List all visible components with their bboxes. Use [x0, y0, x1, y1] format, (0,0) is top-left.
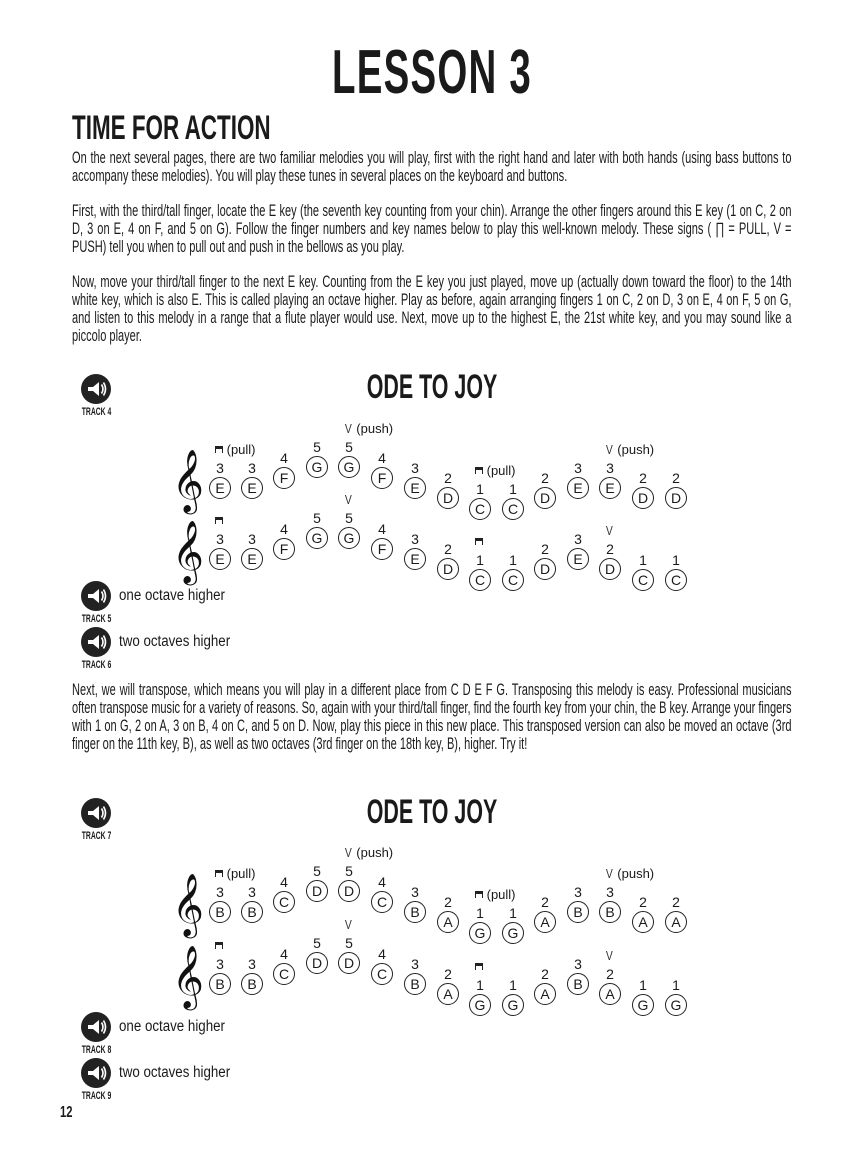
finger-number: 4 [280, 945, 288, 962]
note-key-a: A [665, 911, 687, 933]
pull-bellows-icon [215, 446, 223, 453]
song-title: ODE TO JOY [366, 368, 498, 406]
pull-bellows-icon [475, 467, 483, 474]
lesson-title: LESSON 3 [331, 38, 533, 107]
track-label: TRACK 4 [81, 406, 112, 418]
pull-sign [215, 866, 256, 882]
finger-number: 4 [280, 873, 288, 890]
paragraph-first: First, with the third/tall finger, locate the E key (the seventh key counting from your chin). Arrange the other fingers around this E key (1 on C, 2 on D, 3 on E, 4 on F, and 5 on G). Follow the finger numbers and key names below to play this well-known melody. These signs ( ∏ = PULL, V = PUSH) tell you when to pull out and push in the bellows as you play. [72, 202, 792, 256]
finger-number: 3 [411, 460, 419, 476]
finger-number: 3 [574, 531, 582, 547]
track-label: TRACK 5 [81, 613, 112, 625]
finger-number: 1 [509, 480, 517, 497]
note-key-g: G [338, 456, 360, 478]
push-bellows-icon: V [344, 421, 352, 437]
note-key-b: B [209, 973, 231, 995]
note-key-d: D [534, 487, 556, 509]
note-key-b: B [209, 901, 231, 923]
finger-number: 2 [541, 470, 549, 487]
push-bellows-icon: V [605, 866, 613, 881]
pull-bellows-icon [475, 538, 483, 545]
paragraph-intro: On the next several pages, there are two familiar melodies you will play, first with the right hand and later with both hands (using bass buttons to accompany these melodies). You will play these tunes in several places on the keyboard and buttons. [72, 149, 792, 185]
finger-number: 1 [672, 551, 680, 568]
note-key-b: B [404, 901, 426, 923]
note-key-g: G [502, 922, 524, 944]
note-key-f: F [273, 467, 295, 489]
pull-bellows-icon [475, 891, 483, 898]
push-sign [605, 523, 614, 539]
finger-number: 3 [411, 884, 419, 900]
pull-sign [475, 534, 483, 550]
speaker-icon [81, 1012, 111, 1042]
pull-sign [475, 887, 516, 903]
finger-number: 2 [541, 966, 549, 983]
pull-sign [215, 513, 223, 529]
pull-label: (pull) [223, 442, 256, 457]
finger-number: 5 [345, 439, 353, 456]
finger-number: 5 [313, 510, 321, 527]
note-key-c: C [273, 891, 295, 913]
finger-number: 2 [444, 894, 452, 911]
note-key-g: G [469, 922, 491, 944]
section-title: TIME FOR ACTION [72, 109, 271, 147]
speaker-icon [81, 1058, 111, 1088]
note-key-e: E [404, 548, 426, 570]
speaker-icon [81, 627, 111, 657]
finger-number: 5 [345, 863, 353, 880]
finger-number: 5 [313, 439, 321, 456]
note-key-g: G [306, 456, 328, 478]
note-key-d: D [665, 487, 687, 509]
note-key-d: D [306, 880, 328, 902]
finger-number: 2 [639, 894, 647, 911]
pull-sign [475, 959, 483, 975]
push-sign [344, 917, 353, 933]
speaker-icon [81, 581, 111, 611]
finger-number: 2 [672, 470, 680, 487]
track-6-description: two octaves higher [119, 633, 231, 650]
finger-number: 2 [444, 966, 452, 983]
note-key-b: B [599, 901, 621, 923]
finger-number: 5 [345, 935, 353, 952]
note-key-b: B [567, 901, 589, 923]
push-sign [605, 442, 654, 458]
note-key-e: E [567, 477, 589, 499]
note-key-c: C [632, 569, 654, 591]
note-key-a: A [437, 983, 459, 1005]
track-9-description: two octaves higher [119, 1064, 231, 1081]
note-key-f: F [273, 538, 295, 560]
note-key-d: D [338, 880, 360, 902]
finger-number: 2 [606, 541, 614, 558]
note-key-g: G [306, 527, 328, 549]
treble-clef-icon: 𝄞 [172, 520, 204, 583]
pull-sign [215, 938, 223, 954]
treble-clef-icon: 𝄞 [172, 449, 204, 512]
finger-number: 3 [574, 956, 582, 972]
treble-clef-icon: 𝄞 [172, 945, 204, 1008]
note-key-g: G [665, 994, 687, 1016]
note-key-e: E [209, 548, 231, 570]
track-label: TRACK 7 [81, 830, 112, 842]
track-8-description: one octave higher [119, 1018, 225, 1035]
finger-number: 5 [345, 510, 353, 527]
finger-number: 1 [509, 976, 517, 993]
note-key-e: E [599, 477, 621, 499]
finger-number: 2 [444, 541, 452, 558]
finger-number: 3 [216, 884, 224, 900]
finger-number: 3 [216, 460, 224, 476]
note-key-c: C [469, 498, 491, 520]
push-label: (push) [352, 845, 394, 861]
pull-bellows-icon [475, 963, 483, 970]
finger-number: 1 [476, 480, 484, 497]
note-key-g: G [469, 994, 491, 1016]
finger-number: 3 [248, 884, 256, 900]
note-key-c: C [371, 891, 393, 913]
note-key-c: C [469, 569, 491, 591]
finger-number: 4 [378, 449, 386, 466]
note-key-c: C [273, 963, 295, 985]
note-key-g: G [502, 994, 524, 1016]
note-key-a: A [599, 983, 621, 1005]
push-bellows-icon: V [344, 492, 352, 508]
finger-number: 5 [313, 935, 321, 952]
finger-number: 4 [280, 520, 288, 537]
push-sign [344, 845, 393, 861]
finger-number: 3 [248, 531, 256, 547]
pull-bellows-icon [215, 870, 223, 877]
note-key-d: D [437, 487, 459, 509]
finger-number: 4 [378, 945, 386, 962]
push-label: (push) [613, 442, 655, 457]
note-key-c: C [371, 963, 393, 985]
note-key-g: G [338, 527, 360, 549]
pull-label: (pull) [223, 866, 256, 881]
finger-number: 4 [378, 520, 386, 537]
note-key-a: A [534, 983, 556, 1005]
push-bellows-icon: V [344, 917, 352, 933]
finger-number: 1 [509, 904, 517, 921]
note-key-b: B [404, 973, 426, 995]
note-key-e: E [404, 477, 426, 499]
paragraph-octave: Now, move your third/tall finger to the next E key. Counting from the E key you just played, move up (actually down toward the floor) to the 14th white key, which is also E. This is called playing an octave higher. Play as before, again arranging fingers 1 on C, 2 on D, 3 on E, 4 on F, 5 on G, and listen to this melody in a range that a flute player would use. Next, move up to the highest E, the 21st white key, and you may sound like a piccolo player. [72, 273, 792, 345]
finger-number: 1 [476, 976, 484, 993]
finger-number: 3 [248, 956, 256, 972]
pull-sign [215, 442, 256, 458]
push-sign [605, 866, 654, 882]
note-key-d: D [632, 487, 654, 509]
note-key-f: F [371, 467, 393, 489]
note-key-a: A [534, 911, 556, 933]
push-bellows-icon: V [605, 442, 613, 457]
finger-number: 2 [672, 894, 680, 911]
finger-number: 2 [444, 470, 452, 487]
track-label: TRACK 8 [81, 1044, 112, 1056]
note-key-g: G [632, 994, 654, 1016]
finger-number: 3 [606, 884, 614, 900]
note-key-e: E [567, 548, 589, 570]
note-key-a: A [437, 911, 459, 933]
finger-number: 1 [476, 904, 484, 921]
push-sign [344, 492, 353, 508]
note-key-d: D [437, 558, 459, 580]
finger-number: 2 [606, 966, 614, 983]
finger-number: 4 [378, 873, 386, 890]
push-sign [605, 948, 614, 964]
push-bellows-icon: V [605, 948, 613, 964]
note-key-d: D [599, 558, 621, 580]
push-label: (push) [352, 421, 394, 437]
treble-clef-icon: 𝄞 [172, 873, 204, 936]
finger-number: 2 [639, 470, 647, 487]
note-key-c: C [502, 498, 524, 520]
finger-number: 1 [639, 976, 647, 993]
finger-number: 4 [280, 449, 288, 466]
finger-number: 1 [639, 551, 647, 568]
finger-number: 3 [411, 956, 419, 972]
push-sign [344, 421, 393, 437]
song-title: ODE TO JOY [366, 793, 498, 831]
track-label: TRACK 9 [81, 1090, 112, 1102]
speaker-icon [81, 374, 111, 404]
note-key-e: E [241, 548, 263, 570]
finger-number: 3 [574, 884, 582, 900]
pull-bellows-icon [215, 942, 223, 949]
note-key-d: D [338, 952, 360, 974]
pull-sign [475, 463, 516, 479]
finger-number: 3 [216, 531, 224, 547]
note-key-f: F [371, 538, 393, 560]
finger-number: 2 [541, 541, 549, 558]
push-bellows-icon: V [605, 523, 613, 539]
finger-number: 3 [411, 531, 419, 547]
finger-number: 1 [672, 976, 680, 993]
pull-bellows-icon [215, 517, 223, 524]
note-key-b: B [241, 901, 263, 923]
push-bellows-icon: V [344, 845, 352, 861]
note-key-e: E [209, 477, 231, 499]
note-key-d: D [306, 952, 328, 974]
finger-number: 2 [541, 894, 549, 911]
note-key-e: E [241, 477, 263, 499]
paragraph-transpose: Next, we will transpose, which means you will play in a different place from C D E F G. Transposing this melody is easy. Professional musicians often transpose music for a variety of reasons. So, again with your third/tall finger, find the fourth key from your chin, the B key. Arrange your fingers with 1 on G, 2 on A, 3 on B, 4 on C, and 5 on D. Now, play this piece in this new place. This transposed version can also be moved an octave (3rd finger on the 11th key, B), as well as two octaves (3rd finger on the 18th key, B), higher. Try it! [72, 681, 792, 753]
note-key-c: C [502, 569, 524, 591]
note-key-b: B [241, 973, 263, 995]
finger-number: 3 [606, 460, 614, 476]
note-key-d: D [534, 558, 556, 580]
track-5-description: one octave higher [119, 587, 225, 604]
note-key-b: B [567, 973, 589, 995]
finger-number: 3 [574, 460, 582, 476]
push-label: (push) [613, 866, 655, 881]
finger-number: 3 [216, 956, 224, 972]
speaker-icon [81, 798, 111, 828]
note-key-c: C [665, 569, 687, 591]
finger-number: 1 [509, 551, 517, 568]
track-label: TRACK 6 [81, 659, 112, 671]
finger-number: 5 [313, 863, 321, 880]
finger-number: 3 [248, 460, 256, 476]
pull-label: (pull) [483, 886, 516, 902]
pull-label: (pull) [483, 462, 516, 478]
note-key-a: A [632, 911, 654, 933]
finger-number: 1 [476, 551, 484, 568]
page-number: 12 [60, 1104, 73, 1121]
